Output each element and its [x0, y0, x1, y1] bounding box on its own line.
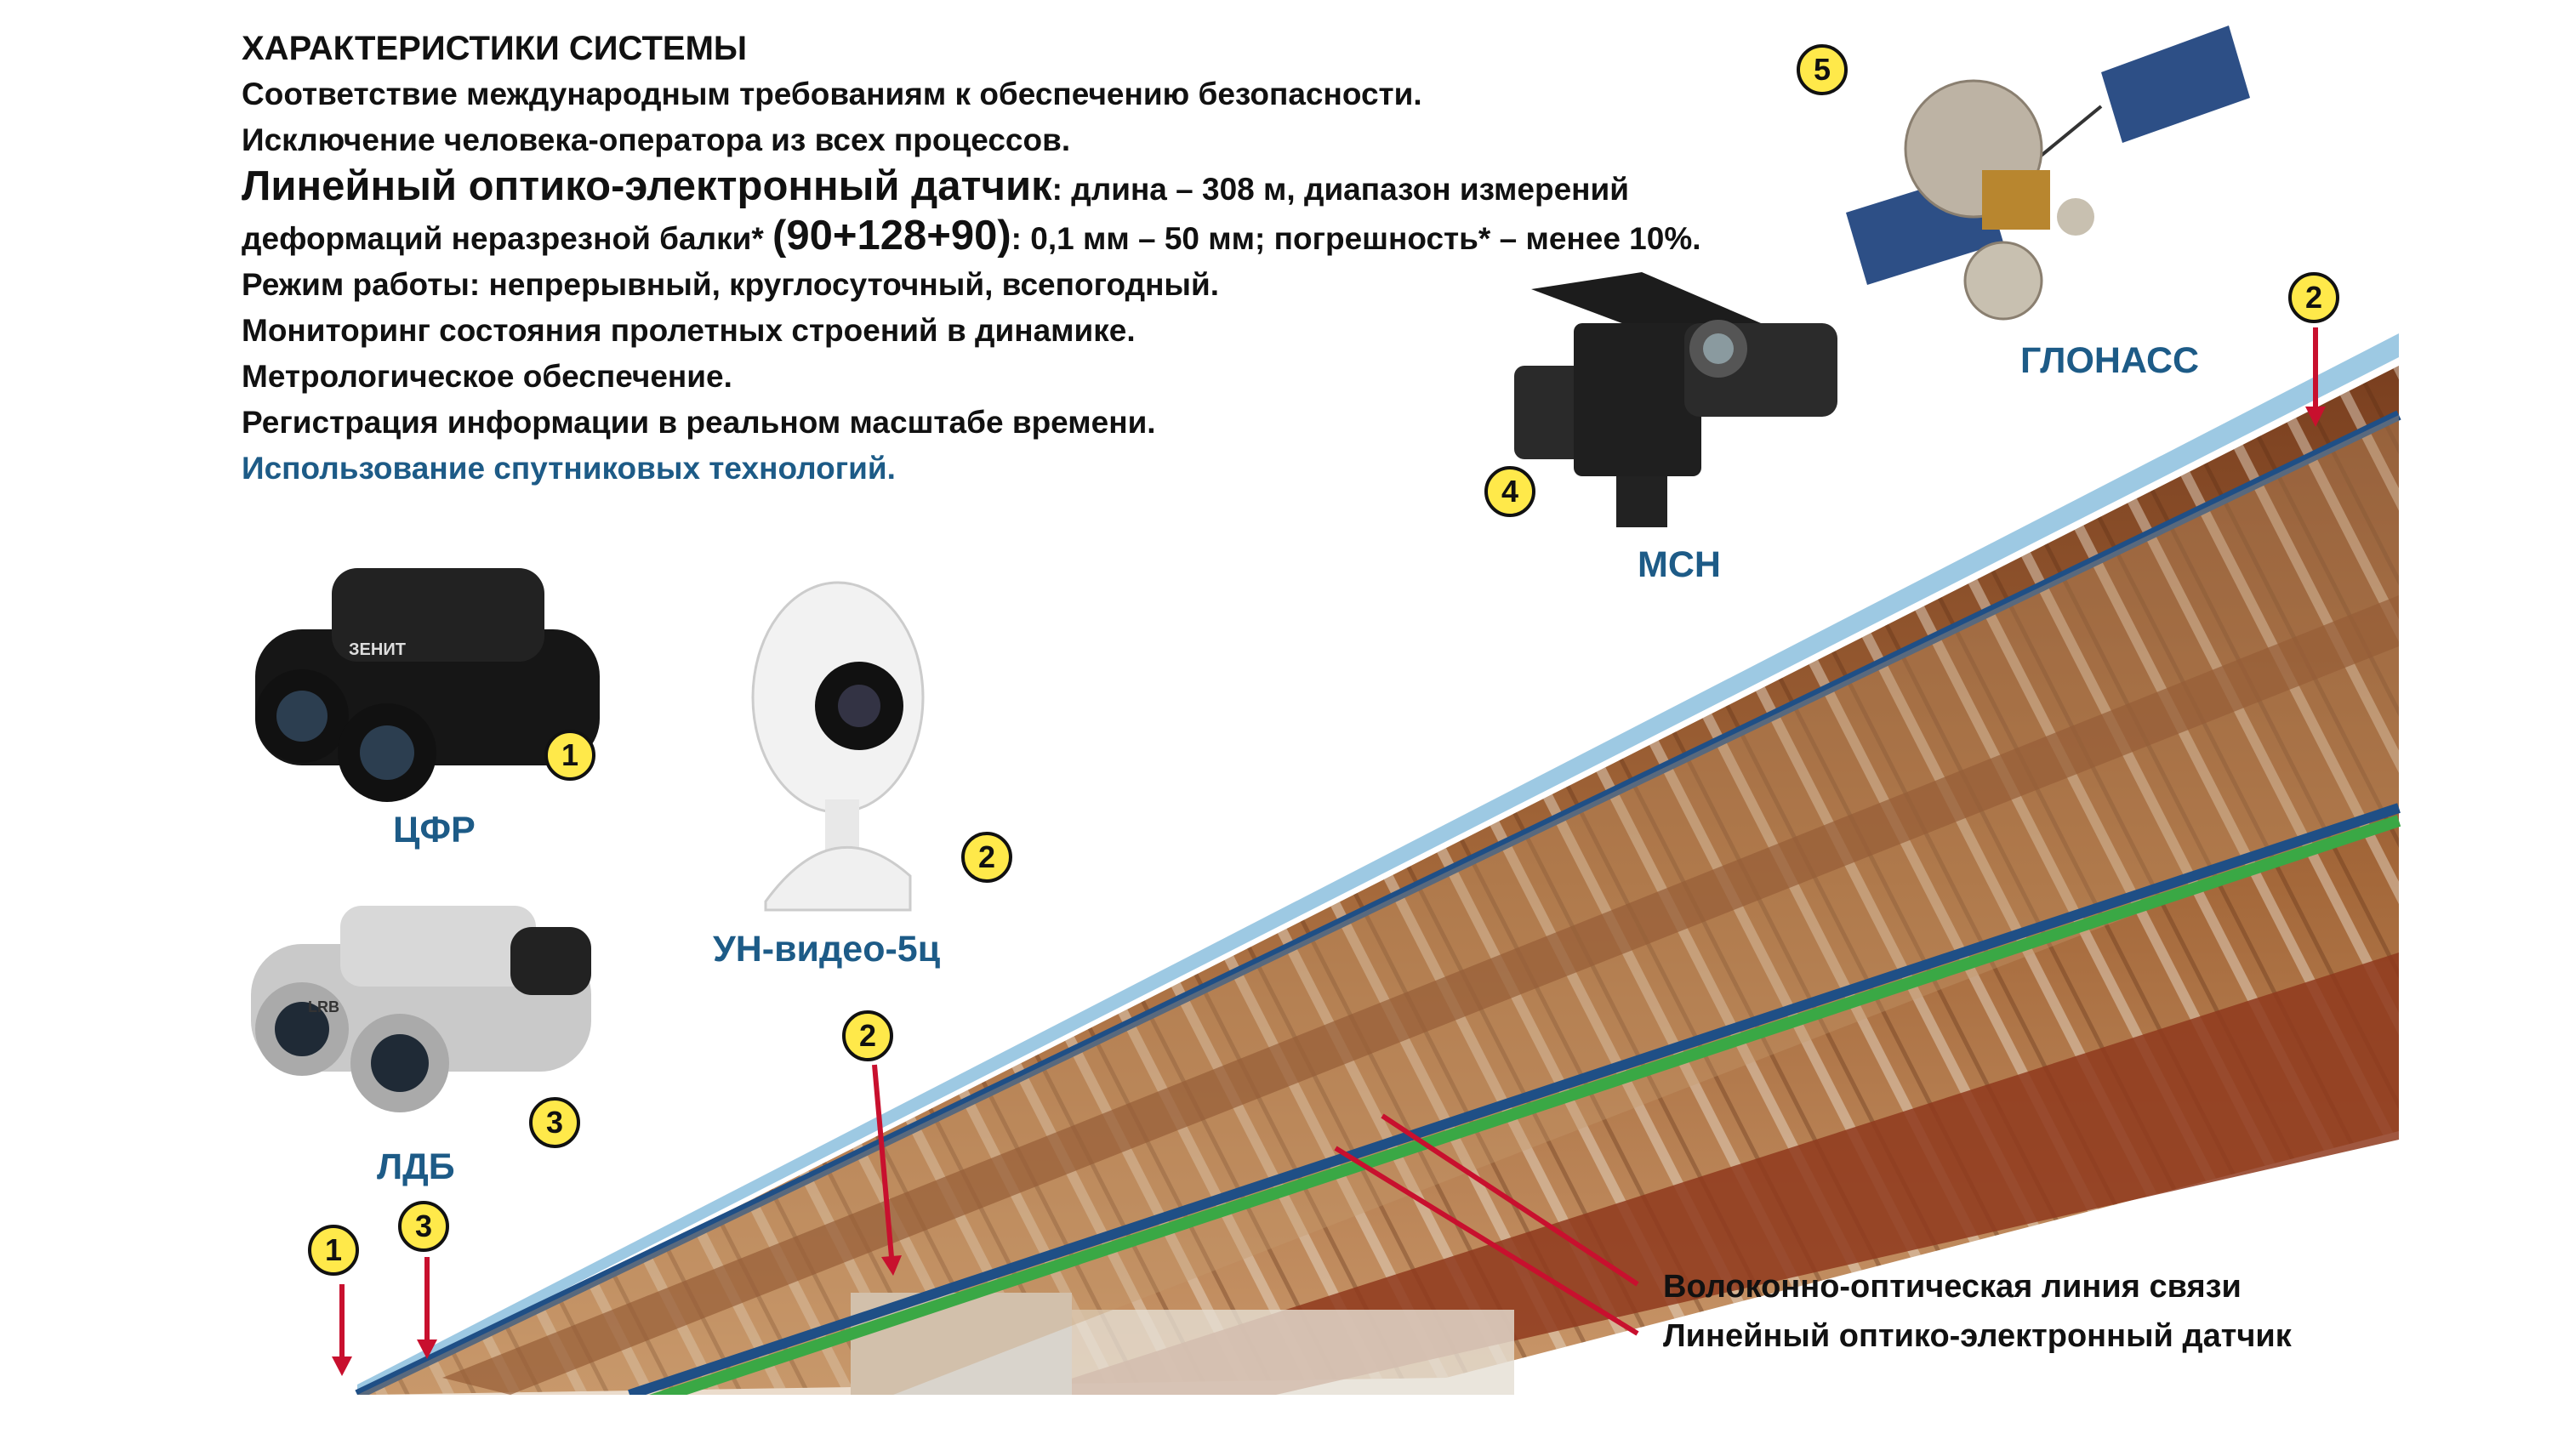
bridge-legend — [1663, 1262, 2292, 1361]
cfr-brand-text: ЗЕНИТ — [349, 640, 406, 659]
characteristic-line-3 — [242, 163, 1909, 213]
characteristics-title: ХАРАКТЕРИСТИКИ СИСТЕМЫ — [242, 30, 748, 67]
bridge-marker-1: 1 — [308, 1225, 359, 1276]
glonass-label: ГЛОНАСС — [2020, 340, 2200, 381]
badge-msn: 4 — [1484, 466, 1535, 517]
system-characteristics — [242, 26, 1909, 492]
characteristic-line-6: Мониторинг состояния пролетных строений в динамике. — [242, 313, 1136, 348]
ldb-label: ЛДБ — [377, 1146, 455, 1187]
badge-cfr: 1 — [544, 730, 595, 781]
characteristic-line-4 — [242, 213, 1909, 262]
camera-un-video-image — [753, 583, 923, 910]
bridge-marker-2-mid: 2 — [842, 1010, 893, 1061]
legend-fiber-optic: Волоконно-оптическая линия связи — [1663, 1269, 2242, 1305]
characteristic-line-5: Режим работы: непрерывный, круглосуточный, всепогодный. — [242, 267, 1220, 302]
accuracy-text: : 0,1 мм – 50 мм; погрешность* – менее 10%. — [1011, 221, 1701, 256]
characteristic-line-7: Метрологическое обеспечение. — [242, 359, 732, 394]
span-formula-text: (90+128+90) — [772, 213, 1011, 259]
characteristic-line-1: Соответствие международным требованиям к обеспечению безопасности. — [242, 77, 1422, 111]
bridge-marker-2-end: 2 — [2288, 272, 2339, 323]
characteristic-line-8: Регистрация информации в реальном масштабе времени. — [242, 405, 1156, 440]
un-video-label: УН-видео-5ц — [713, 929, 941, 970]
sensor-spec-text: : длина – 308 м, диапазон измерений — [1051, 172, 1630, 207]
msn-label: МСН — [1638, 544, 1721, 585]
cfr-label: ЦФР — [393, 810, 476, 850]
characteristic-line-2: Исключение человека-оператора из всех процессов. — [242, 122, 1071, 157]
ldb-brand-text: LRB — [308, 998, 339, 1015]
badge-un-video: 2 — [961, 832, 1012, 883]
legend-linear-sensor: Линейный оптико-электронный датчик — [1663, 1318, 2292, 1354]
badge-ldb: 3 — [529, 1097, 580, 1148]
characteristic-line-9: Использование спутниковых технологий. — [242, 451, 896, 486]
badge-glonass: 5 — [1797, 44, 1848, 95]
bridge-marker-3: 3 — [398, 1201, 449, 1252]
binoculars-ldb-image — [251, 906, 591, 1112]
deformation-text: деформаций неразрезной балки* — [242, 221, 773, 256]
sensor-lead-text: Линейный оптико-электронный датчик — [242, 163, 1052, 209]
